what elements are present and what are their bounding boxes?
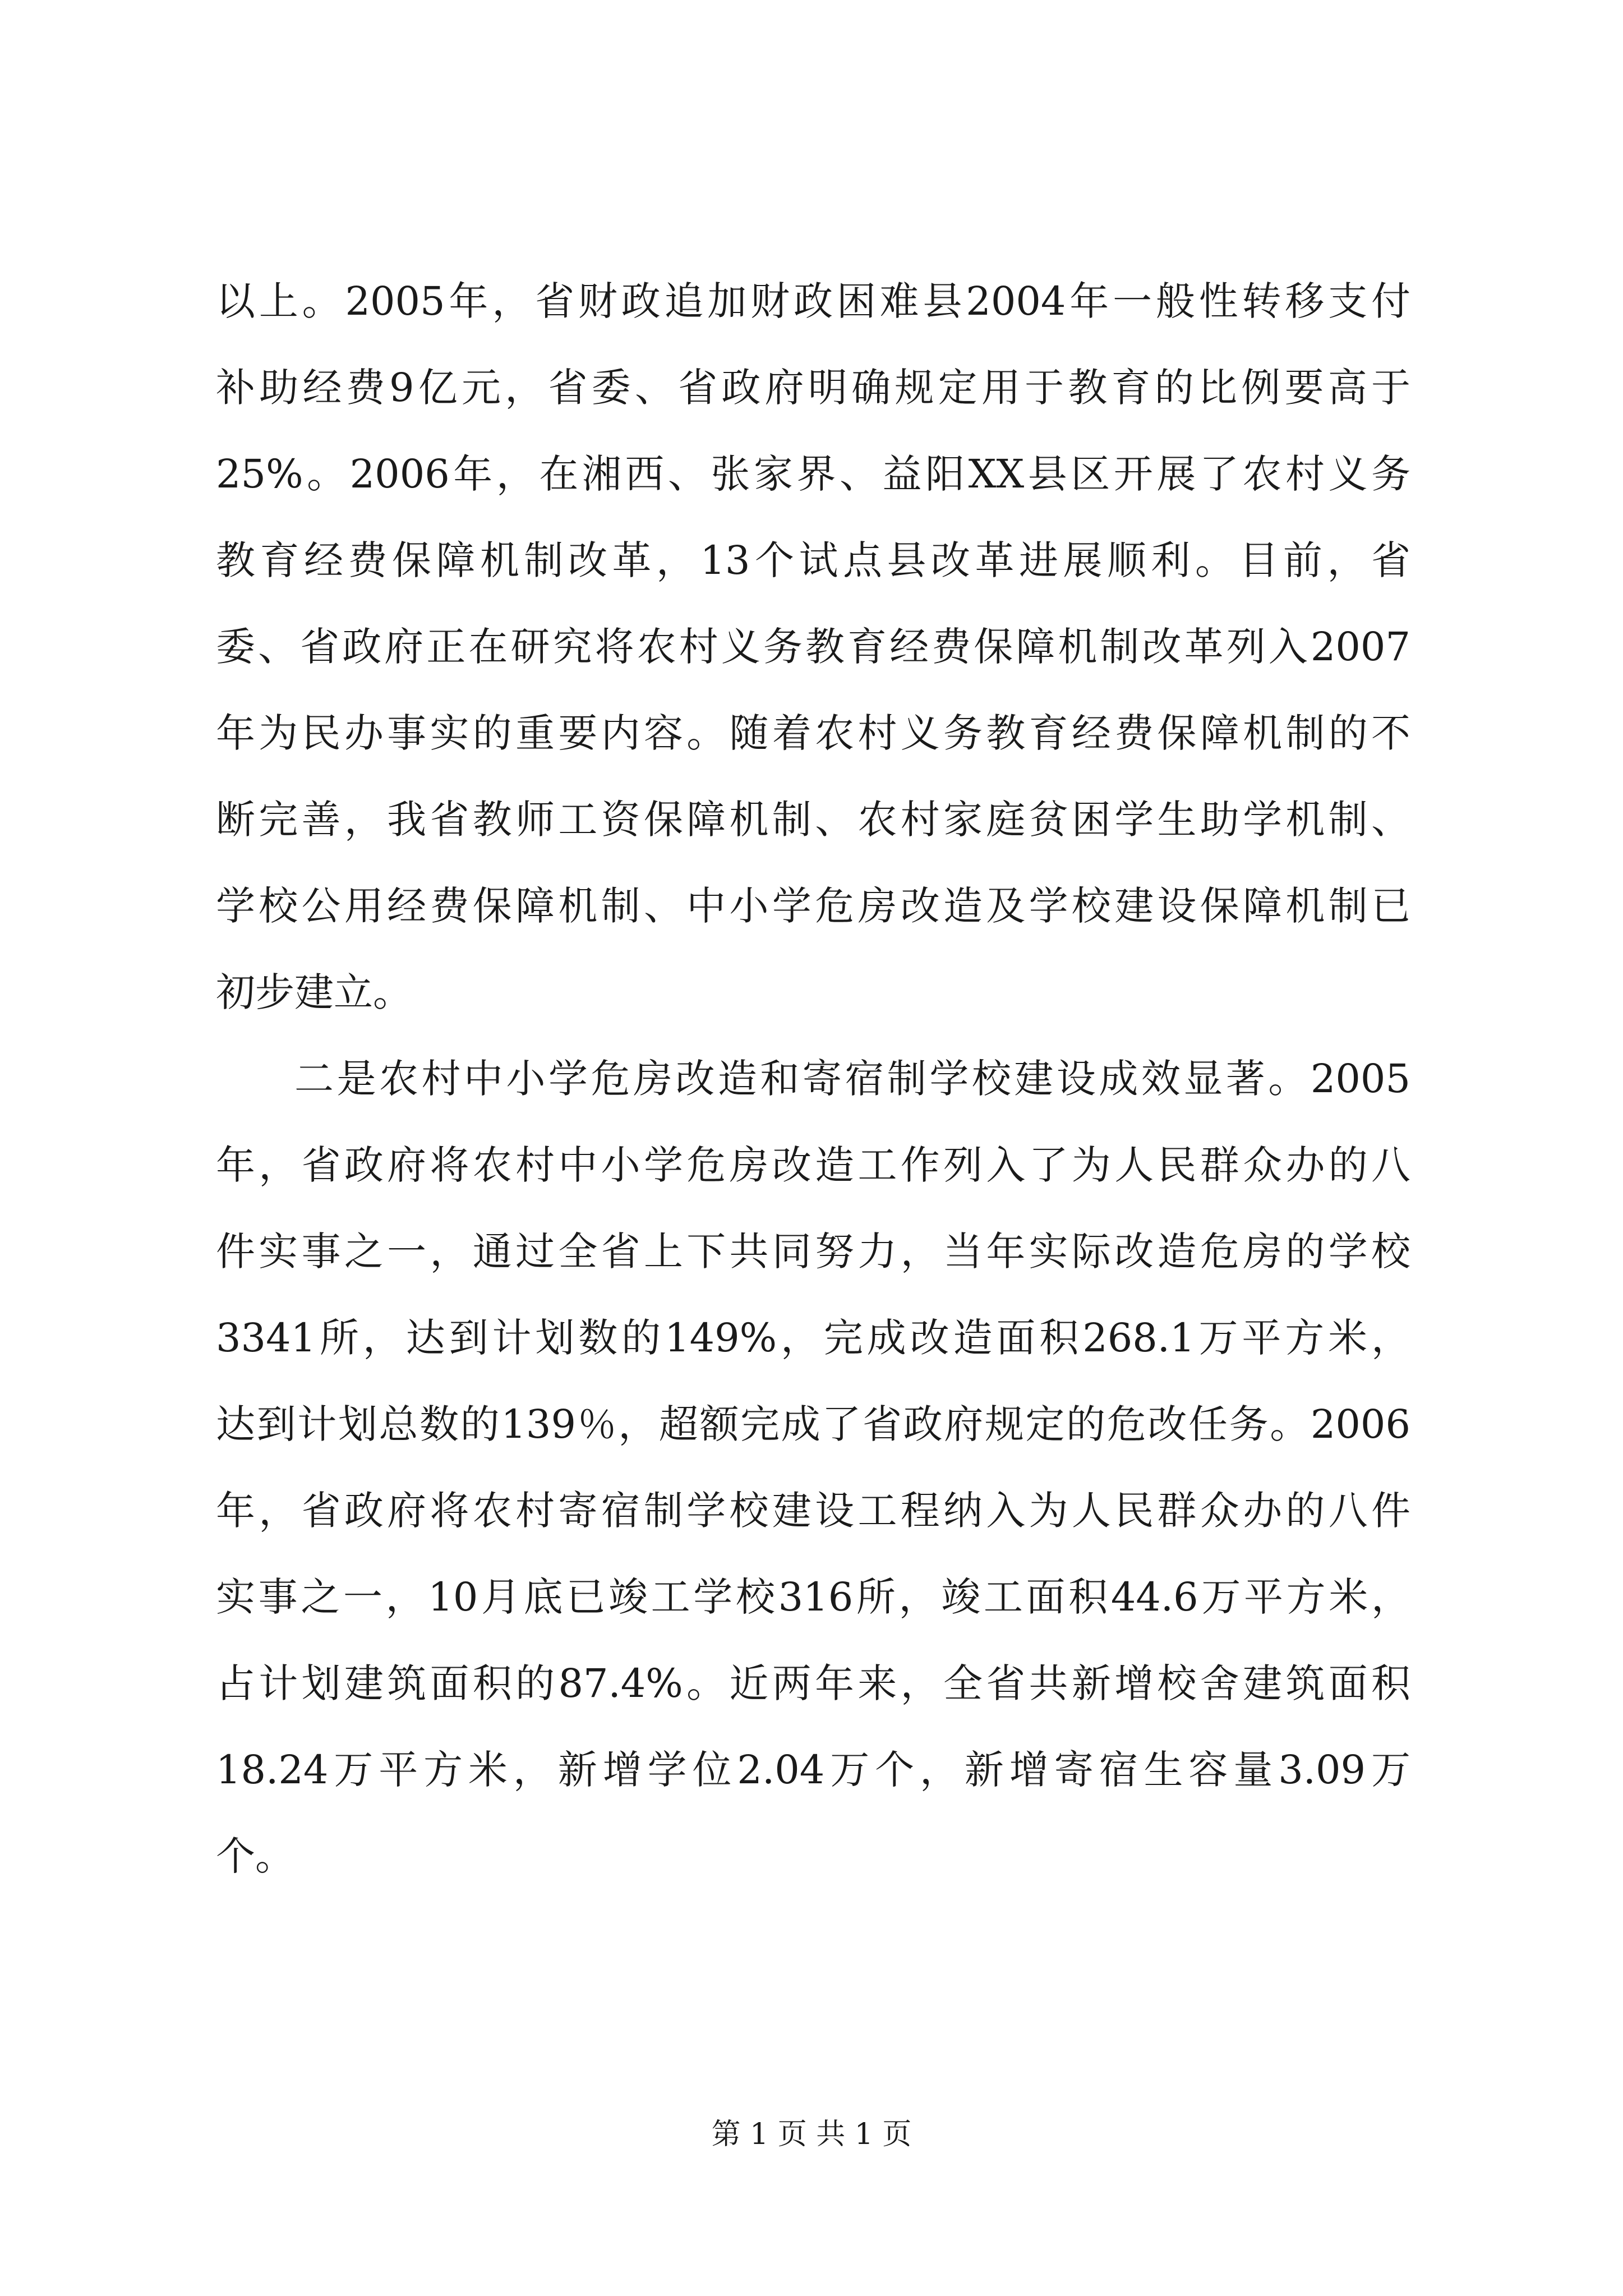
text-line: 达到计划总数的139％，超额完成了省政府规定的危改任务。2006: [216, 1401, 1410, 1447]
text-line: 年，省政府将农村中小学危房改造工作列入了为人民群众办的八: [216, 1142, 1410, 1188]
text-line: 二是农村中小学危房改造和寄宿制学校建设成效显著。2005: [294, 1056, 1410, 1102]
document-body: [216, 258, 1410, 1899]
paragraph-2: [216, 1036, 1410, 1899]
text-line: 委、省政府正在研究将农村义务教育经费保障机制改革列入2007: [216, 624, 1410, 670]
text-line: 占计划建筑面积的87.4%。近两年来，全省共新增校舍建筑面积: [216, 1660, 1410, 1706]
text-line: 补助经费9亿元，省委、省政府明确规定用于教育的比例要高于: [216, 365, 1410, 411]
page-number-footer: 第 1 页 共 1 页: [711, 2118, 912, 2151]
text-line: 年为民办事实的重要内容。随着农村义务教育经费保障机制的不: [216, 710, 1410, 756]
paragraph-1: [216, 258, 1410, 1036]
text-line: 以上。2005年，省财政追加财政困难县2004年一般性转移支付: [216, 278, 1410, 324]
text-line: 个。: [216, 1833, 294, 1879]
text-line: 3341所，达到计划数的149%，完成改造面积268.1万平方米，: [216, 1315, 1410, 1361]
text-line: 25%。2006年，在湘西、张家界、益阳XX县区开展了农村义务: [216, 451, 1410, 497]
text-line: 断完善，我省教师工资保障机制、农村家庭贫困学生助学机制、: [216, 797, 1410, 843]
text-line: 实事之一，10月底已竣工学校316所，竣工面积44.6万平方米，: [216, 1574, 1410, 1620]
text-line: 教育经费保障机制改革，13个试点县改革进展顺利。目前，省: [216, 537, 1410, 583]
text-line: 件实事之一，通过全省上下共同努力，当年实际改造危房的学校: [216, 1228, 1410, 1274]
text-line: 18.24万平方米，新增学位2.04万个，新增寄宿生容量3.09万: [216, 1747, 1410, 1793]
text-line: 年，省政府将农村寄宿制学校建设工程纳入为人民群众办的八件: [216, 1488, 1410, 1534]
text-line: 学校公用经费保障机制、中小学危房改造及学校建设保障机制已: [216, 883, 1410, 929]
text-line: 初步建立。: [216, 969, 412, 1015]
